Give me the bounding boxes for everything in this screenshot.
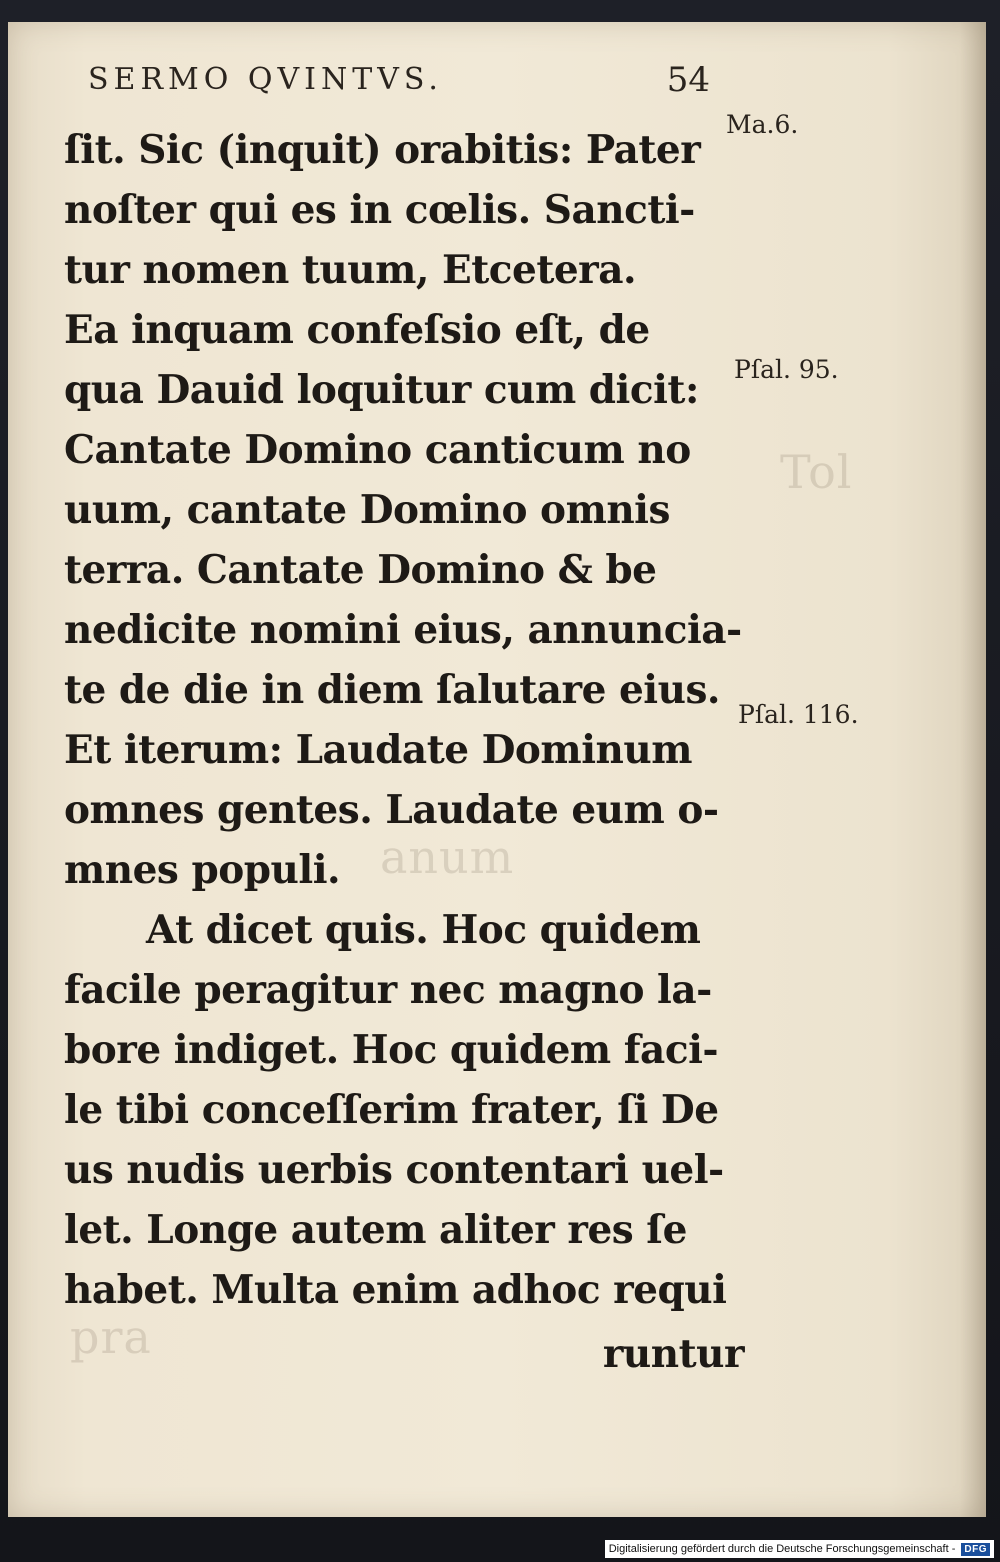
text-line: habet. Multa enim adhoc requi — [64, 1267, 727, 1313]
text-line: terra. Cantate Domino & be — [64, 547, 657, 593]
digitization-credit — [605, 1540, 994, 1558]
text-line: noſter qui es in cœlis. Sancti- — [64, 187, 695, 233]
text-line: ſit. Sic (inquit) orabitis: Pater — [64, 127, 701, 173]
marginal-note: Pſal. 116. — [738, 700, 859, 729]
text-line: us nudis uerbis contentari uel- — [64, 1147, 724, 1193]
page-number: 54 — [666, 60, 710, 100]
running-title: SERMO QVINTVS. — [88, 62, 443, 97]
text-line: facile peragitur nec magno la- — [64, 967, 712, 1013]
text-line: qua Dauid loquitur cum dicit: — [64, 367, 699, 413]
text-line: uum, cantate Domino omnis — [64, 487, 670, 533]
credit-text: Digitalisierung gefördert durch die Deutsche Forschungsgemeinschaft - — [608, 1543, 956, 1555]
marginal-note: Pſal. 95. — [734, 355, 839, 384]
text-line: Ea inquam confeſsio eſt, de — [64, 307, 650, 353]
marginal-note: Ma.6. — [726, 110, 799, 139]
catchword: runtur — [602, 1331, 744, 1377]
text-line: Et iterum: Laudate Dominum — [64, 727, 692, 773]
text-line: nedicite nomini eius, annuncia- — [64, 607, 742, 653]
running-head — [88, 60, 718, 110]
text-line: let. Longe autem aliter res ſe — [64, 1207, 687, 1253]
text-line: Cantate Domino canticum no — [64, 427, 691, 473]
show-through-ink: anum — [380, 830, 515, 884]
text-line: le tibi conceſſerim frater, ſi De — [64, 1087, 719, 1133]
text-line: bore indiget. Hoc quidem faci- — [64, 1027, 719, 1073]
show-through-ink: pra — [70, 1310, 152, 1364]
text-line: te de die in diem ſalutare eius. — [64, 667, 720, 713]
main-text-block — [64, 120, 754, 1384]
page-edge-shadow — [960, 22, 986, 1517]
text-line: tur nomen tuum, Etcetera. — [64, 247, 637, 293]
text-line: mnes populi. — [64, 847, 341, 893]
paragraph-start-line: At dicet quis. Hoc quidem — [146, 907, 701, 953]
dfg-logo: DFG — [961, 1543, 990, 1556]
text-line: omnes gentes. Laudate eum o- — [64, 787, 719, 833]
show-through-ink: Tol — [780, 445, 853, 499]
